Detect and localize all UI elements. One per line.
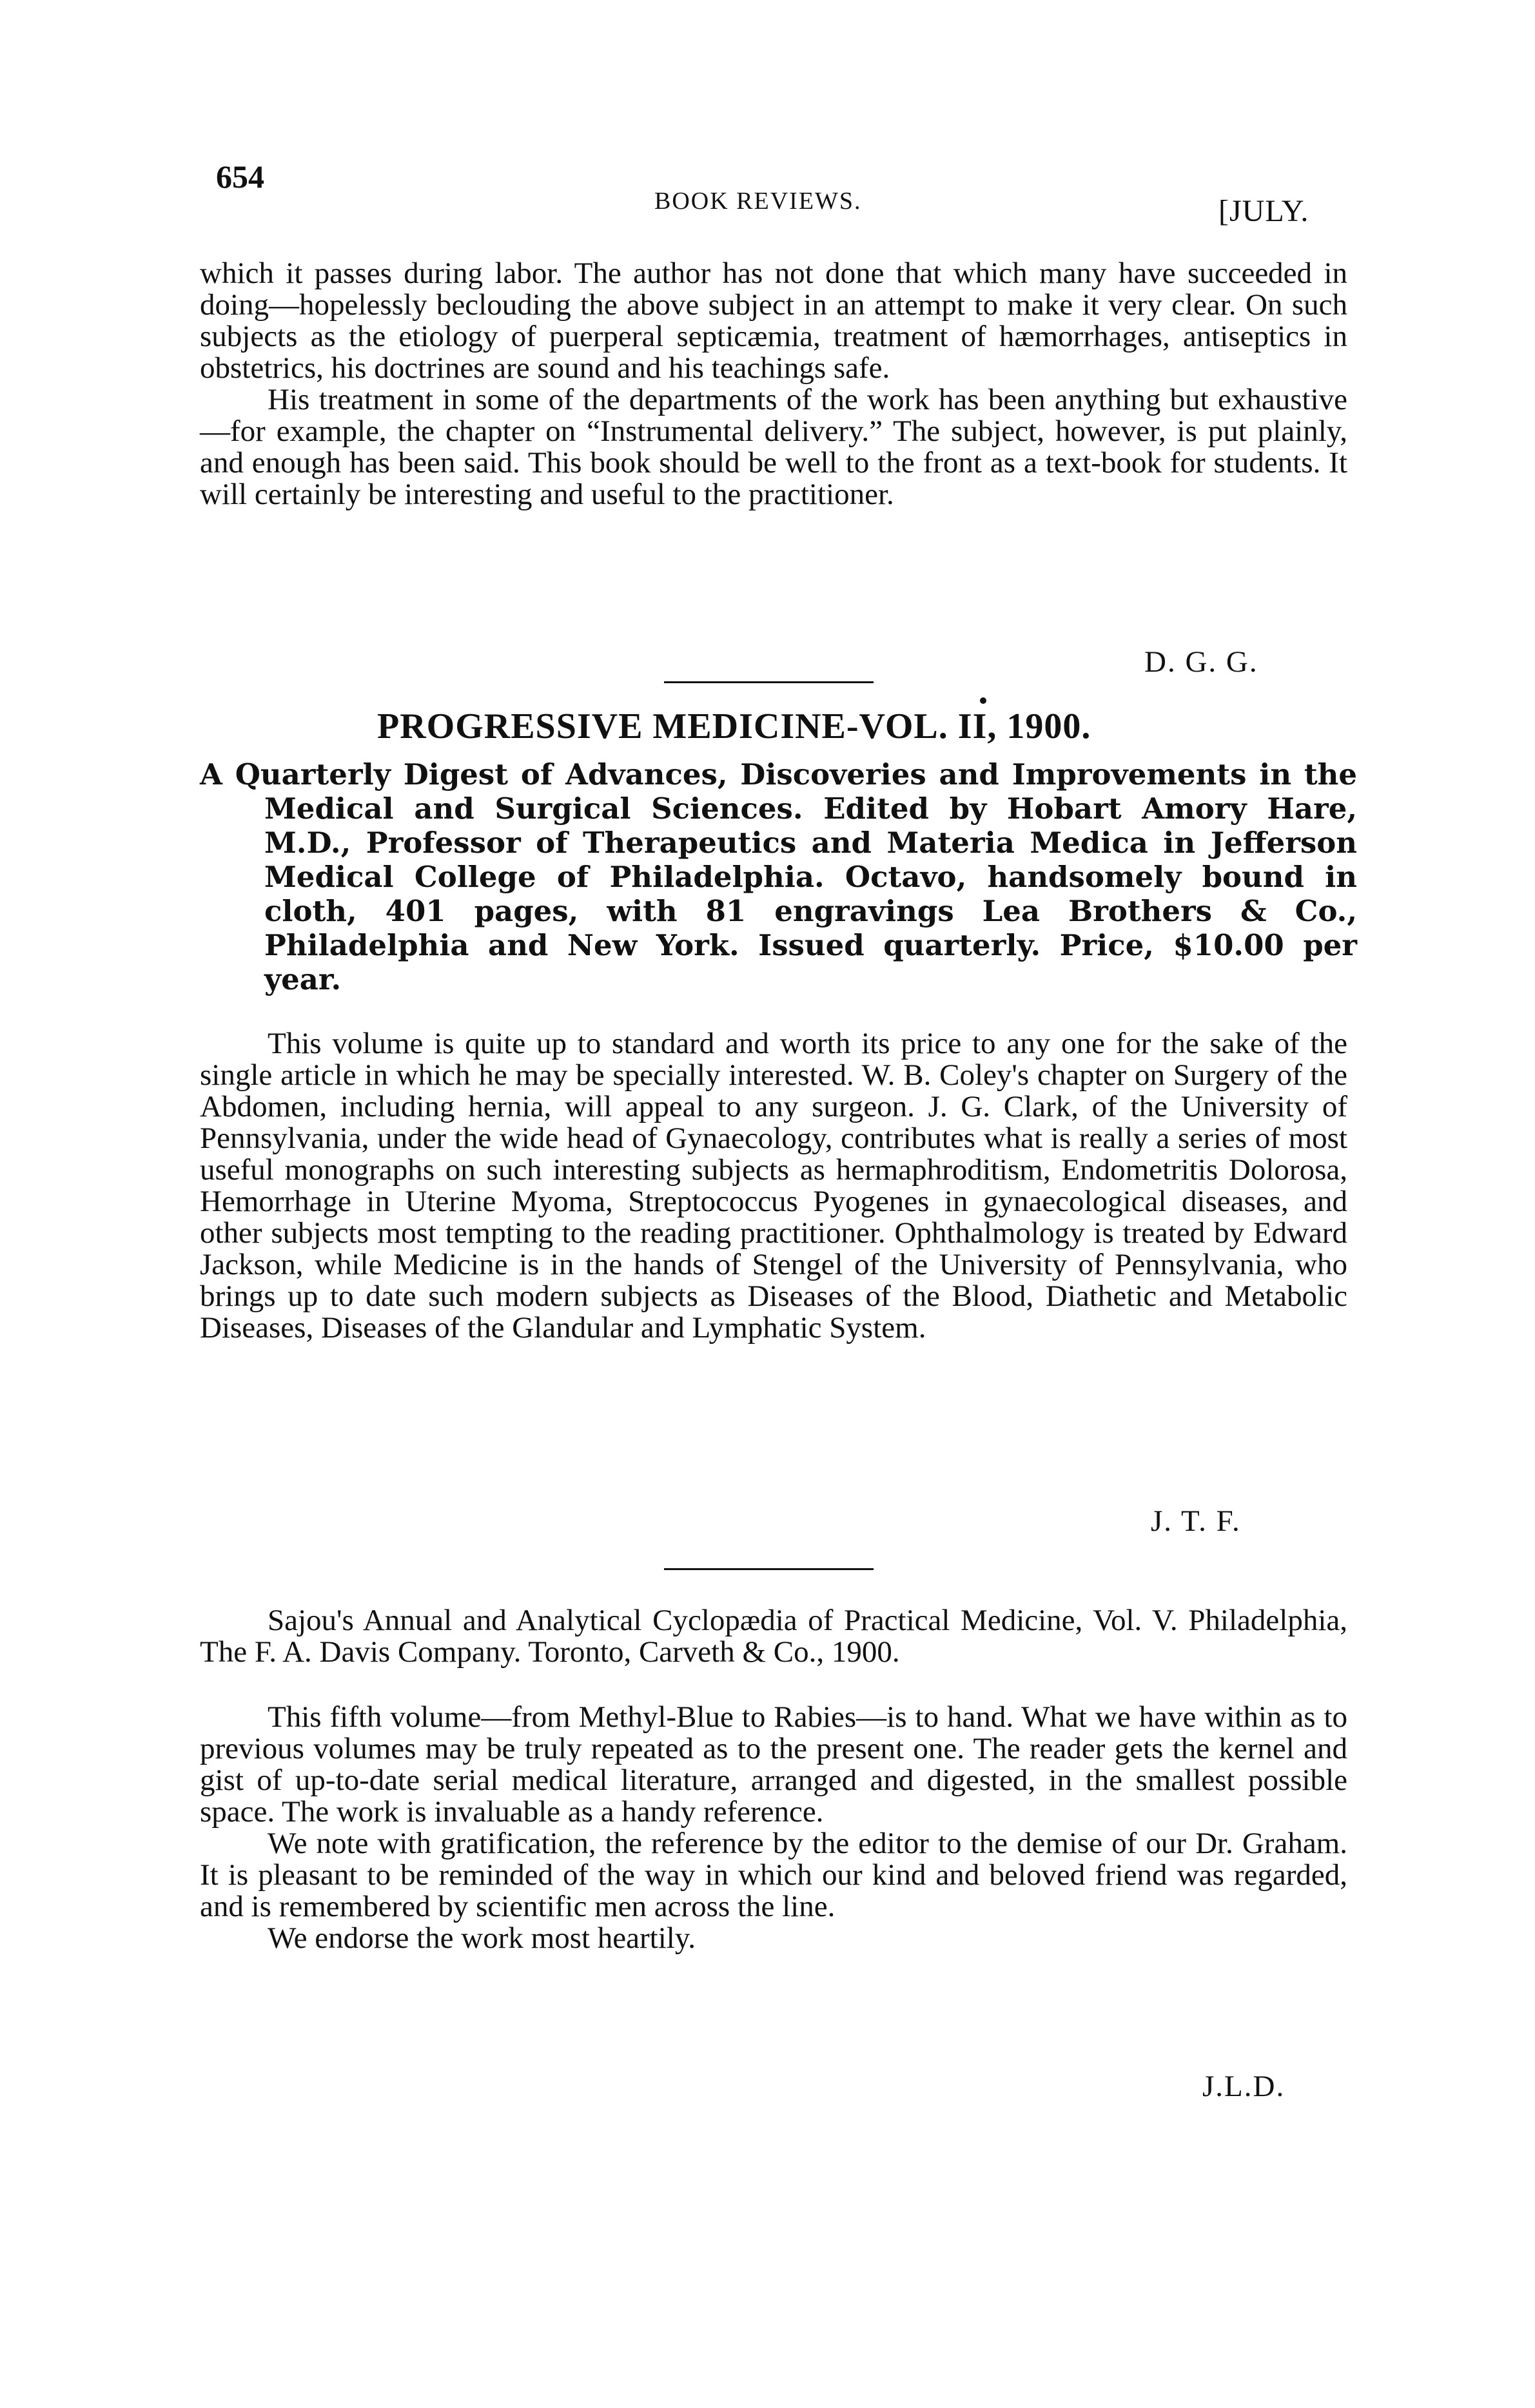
review2-citation [200, 757, 1357, 996]
review1-paragraph-1: which it passes during labor. The author has not done that which many have succeeded in doing—hopelessly beclouding the above subject in an attempt to make it very clear. On such subjects as the etiology of puerperal septicæmia, treatment of hæmorrhages, antiseptics in obstetrics, his doctrines are sound and his teachings safe. [200, 257, 1347, 385]
review1-paragraph-2: His treatment in some of the departments of the work has been anything but exhaustive—for example, the chapter on “Instrumental delivery.” The subject, however, is put plainly, and enough has been said. This book should be well to the front as a text-book for students. It will certainly be interesting and useful to the practitioner. [200, 383, 1347, 511]
review3-paragraph-2: We note with gratification, the reference by the editor to the demise of our Dr. Graham. It is pleasant to be reminded of the way in which our kind and beloved friend was regarded, and is remembered by scientific men across the line. [200, 1827, 1347, 1923]
review3-paragraph-3: We endorse the work most heartily. [268, 1921, 696, 1955]
review2-paragraph: This volume is quite up to standard and worth its price to any one for the sake of the single article in which he may be specially interested. W. B. Coley's chapter on Surgery of the Abdomen, including hernia, will appeal to any surgeon. J. G. Clark, of the University of Pennsylvania, under the wide head of Gynaecology, contributes what is really a series of most useful monographs on such interesting subjects as hermaphroditism, Endometritis Dolorosa, Hemorrhage in Uterine Myoma, Streptococcus Pyogenes in gynaecological diseases, and other subjects most tempting to the reading practitioner. Ophthalmology is treated by Edward Jackson, while Medicine is in the hands of Stengel of the University of Pennsylvania, who brings up to date such modern subjects as Diseases of the Blood, Diathetic and Metabolic Diseases, Diseases of the Glandular and Lymphatic System. [200, 1027, 1347, 1345]
review3-citation-text: Sajou's Annual and Analytical Cyclopædia of Practical Medicine, Vol. V. Philadelphia, The F. A. Davis Company. Toronto, Carveth & Co., 1900. [200, 1604, 1347, 1669]
page-number: 654 [216, 159, 264, 195]
review2-heading: PROGRESSIVE MEDICINE-VOL. II, 1900. [377, 706, 1091, 746]
review3-paragraph-1: This fifth volume—from Methyl-Blue to Rabies—is to hand. What we have within as to previous volumes may be truly repeated as to the present one. The reader gets the kernel and gist of up-to-date serial medical literature, arranged and digested, in the smallest possible space. The work is invaluable as a handy reference. [200, 1700, 1347, 1829]
review2-body [200, 1028, 1347, 1344]
review3-body [200, 1702, 1347, 1954]
review2-signature: J. T. F. [1151, 1504, 1241, 1538]
section-divider-2 [664, 1568, 874, 1570]
running-title: BOOK REVIEWS. [654, 188, 862, 215]
section-divider-1 [664, 681, 874, 683]
review2-citation-text: A Quarterly Digest of Advances, Discoveries and Improvements in the Medical and Surgical Sciences. Edited by Hobart Amory Hare, M.D., Professor of Therapeutics and Materia Medica in Jefferson Medical College of Philadelphia. Octavo, handsomely bound in cloth, 401 pages, with 81 engravings Lea Brothers & Co., Philadelphia and New York. Issued quarterly. Price, $10.00 per year. [200, 757, 1357, 996]
review1-signature: D. G. G. [1144, 645, 1258, 679]
review1-body [200, 258, 1347, 510]
ink-speck [980, 697, 986, 704]
issue-date: [JULY. [1218, 194, 1309, 228]
review3-citation [200, 1605, 1347, 1668]
review3-signature: J.L.D. [1202, 2070, 1286, 2103]
